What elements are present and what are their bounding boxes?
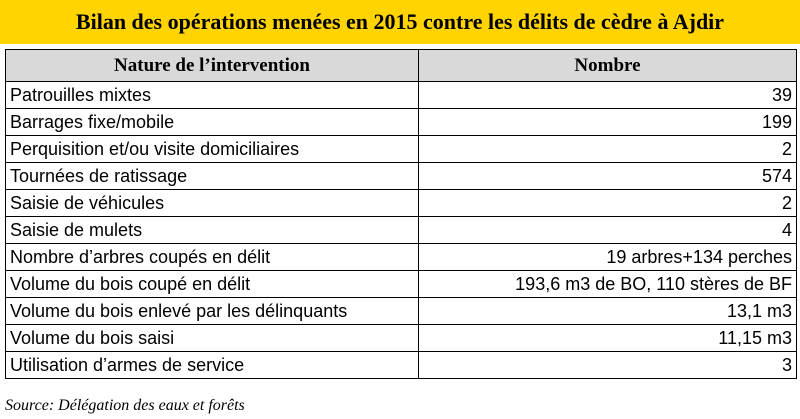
row-value: 574 <box>419 163 797 190</box>
table-row <box>6 163 797 190</box>
table-title: Bilan des opérations menées en 2015 contre les délits de cèdre à Ajdir <box>0 0 800 44</box>
row-label: Volume du bois enlevé par les délinquants <box>6 298 419 325</box>
row-label: Tournées de ratissage <box>6 163 419 190</box>
row-label: Saisie de véhicules <box>6 190 419 217</box>
table-row <box>6 298 797 325</box>
header-nombre: Nombre <box>419 50 797 82</box>
row-value: 13,1 m3 <box>419 298 797 325</box>
row-label: Patrouilles mixtes <box>6 82 419 109</box>
table-header-row <box>6 50 797 82</box>
row-value: 39 <box>419 82 797 109</box>
table-row <box>6 109 797 136</box>
table-row <box>6 244 797 271</box>
table-row <box>6 82 797 109</box>
table-row <box>6 217 797 244</box>
row-value: 193,6 m3 de BO, 110 stères de BF <box>419 271 797 298</box>
row-label: Saisie de mulets <box>6 217 419 244</box>
row-label: Volume du bois saisi <box>6 325 419 352</box>
table-row <box>6 325 797 352</box>
row-value: 4 <box>419 217 797 244</box>
source-note: Source: Délégation des eaux et forêts <box>5 397 245 414</box>
table-row <box>6 136 797 163</box>
row-value: 2 <box>419 136 797 163</box>
header-nature: Nature de l’intervention <box>6 50 419 82</box>
operations-table <box>5 49 797 379</box>
row-value: 199 <box>419 109 797 136</box>
row-value: 3 <box>419 352 797 379</box>
row-label: Volume du bois coupé en délit <box>6 271 419 298</box>
row-value: 11,15 m3 <box>419 325 797 352</box>
row-label: Barrages fixe/mobile <box>6 109 419 136</box>
row-label: Nombre d’arbres coupés en délit <box>6 244 419 271</box>
row-label: Utilisation d’armes de service <box>6 352 419 379</box>
row-value: 2 <box>419 190 797 217</box>
table-row <box>6 190 797 217</box>
row-label: Perquisition et/ou visite domiciliaires <box>6 136 419 163</box>
table-row <box>6 271 797 298</box>
table-row <box>6 352 797 379</box>
row-value: 19 arbres+134 perches <box>419 244 797 271</box>
